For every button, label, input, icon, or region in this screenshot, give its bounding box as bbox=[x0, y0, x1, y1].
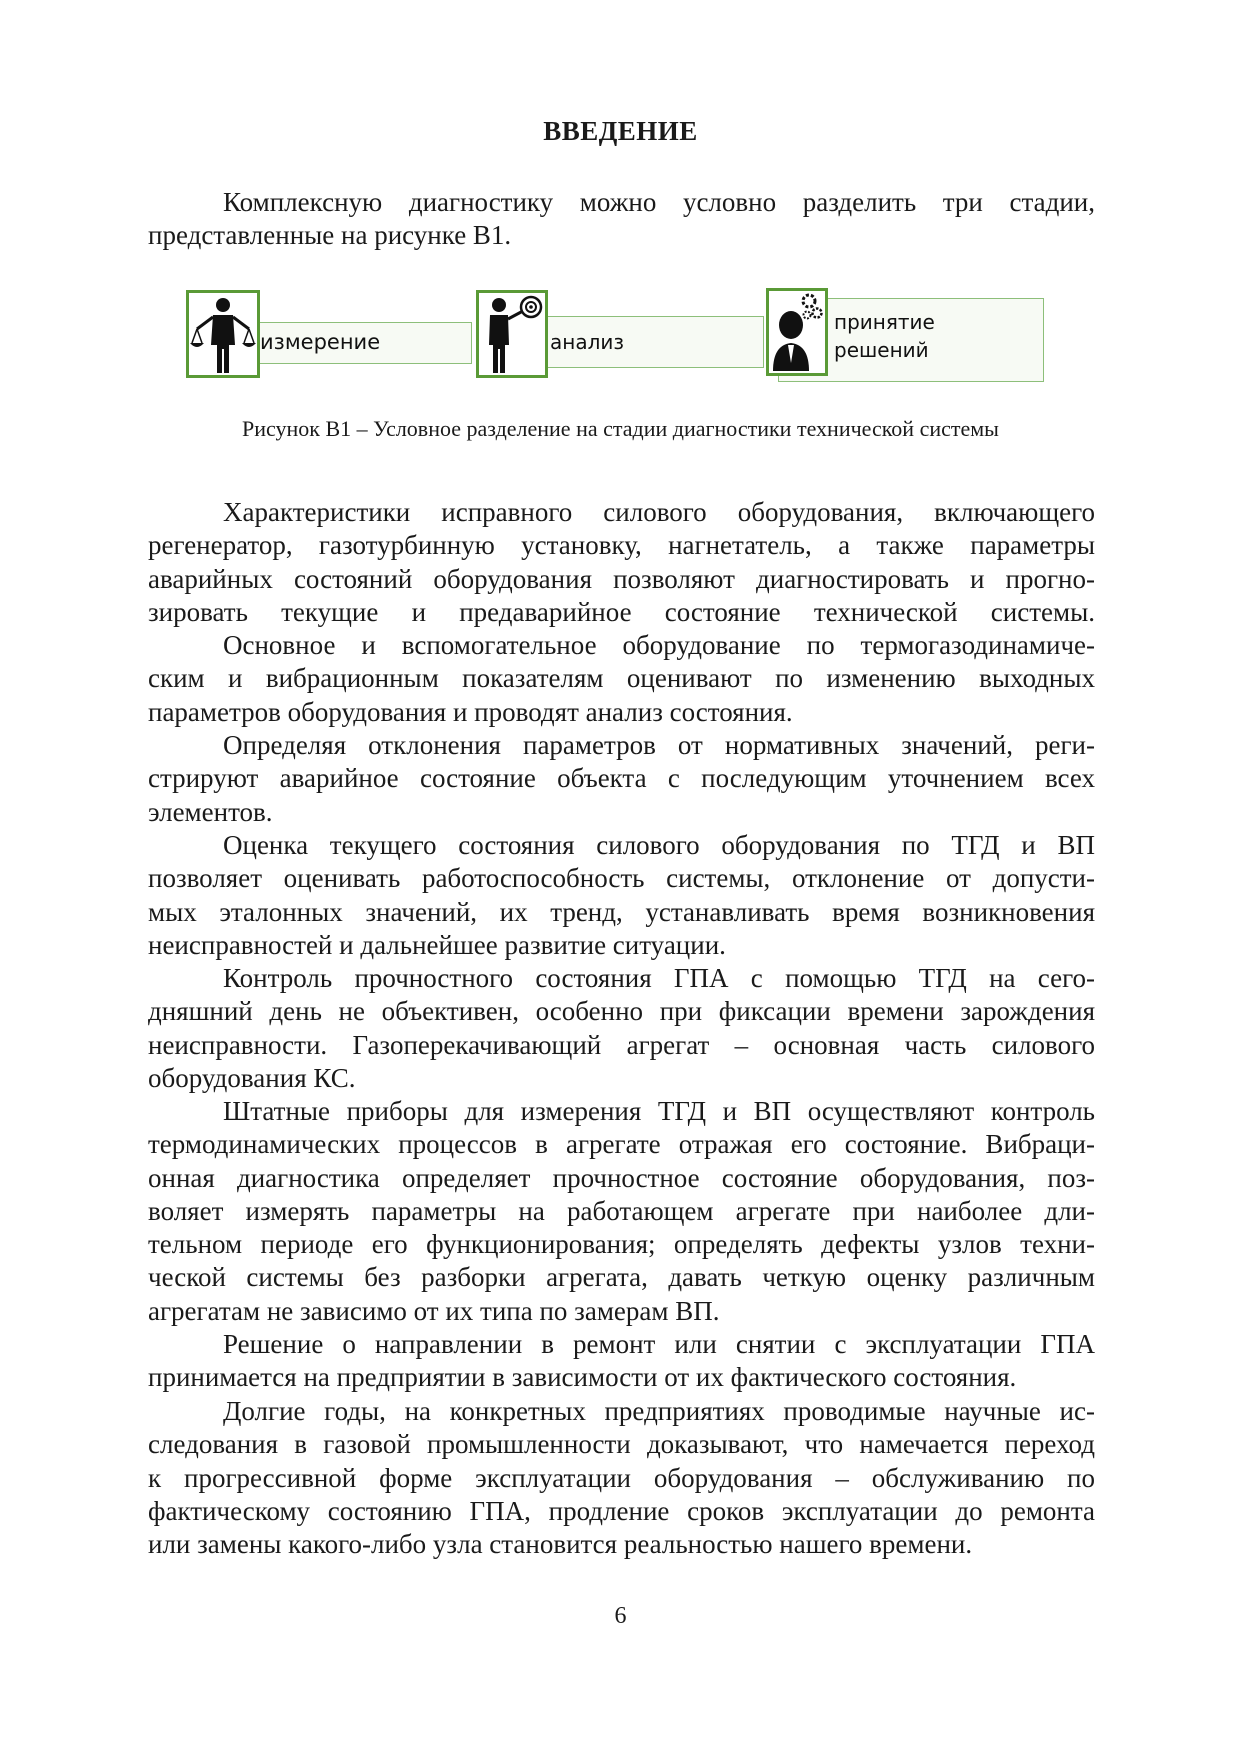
body-paragraph bbox=[148, 1328, 1095, 1395]
paragraph-line: агрегатам не зависимо от их типа по замерам ВП. bbox=[148, 1295, 720, 1326]
justice-scales-person-icon bbox=[189, 293, 257, 375]
paragraph-line: Контроль прочностного состояния ГПА с помощью ТГД на сего- bbox=[223, 963, 1095, 993]
body-paragraph bbox=[148, 962, 1095, 1095]
paragraph-line: ским и вибрационным показателям оценивают по изменению выходных bbox=[148, 663, 1095, 694]
paragraph-line: тельном периоде его функционирования; определять дефекты узлов техни- bbox=[148, 1229, 1095, 1260]
paragraph-line: следования в газовой промышленности доказывают, что намечается переход bbox=[148, 1429, 1095, 1460]
paragraph-line: к прогрессивной форме эксплуатации оборудования – обслуживанию по bbox=[148, 1462, 1095, 1493]
thinking-person-gears-icon bbox=[769, 291, 825, 373]
paragraph-line: фактическому состоянию ГПА, продление сроков эксплуатации до ремонта bbox=[148, 1495, 1095, 1526]
stage-label-decision-line2: решений bbox=[834, 338, 929, 362]
paragraph-line: принимается на предприятии в зависимости от их фактического состояния. bbox=[148, 1362, 1017, 1393]
body-paragraph bbox=[148, 1095, 1095, 1328]
paragraph-line: дняшний день не объективен, особенно при фиксации времени зарождения bbox=[148, 996, 1095, 1027]
paragraph-line: онная диагностика определяет прочностное состояние оборудования, поз- bbox=[148, 1162, 1095, 1193]
stage-icon-frame bbox=[766, 288, 828, 376]
paragraph-line: Основное и вспомогательное оборудование по термогазодинамиче- bbox=[223, 630, 1095, 660]
figure-diagnostic-stages bbox=[186, 288, 1056, 388]
paragraph-line: Характеристики исправного силового оборудования, включающего bbox=[223, 497, 1095, 527]
paragraph-line: Решение о направлении в ремонт или снятии с эксплуатации ГПА bbox=[223, 1329, 1095, 1359]
intro-line: представленные на рисунке В1. bbox=[148, 220, 512, 251]
stage-label-measurement: измерение bbox=[260, 330, 381, 354]
paragraph-line: ческой системы без разборки агрегата, давать четкую оценку различным bbox=[148, 1262, 1095, 1293]
paragraph-line: стрируют аварийное состояние объекта с последующим уточнением всех bbox=[148, 763, 1095, 794]
page-title: ВВЕДЕНИЕ bbox=[543, 116, 698, 146]
paragraph-line: регенератор, газотурбинную установку, нагнетатель, а также параметры bbox=[148, 530, 1095, 561]
paragraph-line: оборудования КС. bbox=[148, 1062, 356, 1093]
body-paragraph bbox=[148, 829, 1095, 962]
stage-label-decision-line1: принятие bbox=[834, 310, 935, 334]
stage-label-analysis: анализ bbox=[550, 330, 625, 354]
paragraph-line: неисправностей и дальнейшее развитие ситуации. bbox=[148, 929, 726, 960]
stage-icon-frame bbox=[476, 290, 548, 378]
paragraph-line: термодинамических процессов в агрегате отражая его состояние. Вибраци- bbox=[148, 1129, 1095, 1160]
paragraph-line: Оценка текущего состояния силового оборудования по ТГД и ВП bbox=[223, 830, 1095, 860]
target-presenter-icon bbox=[479, 293, 545, 375]
paragraph-line: неисправности. Газоперекачивающий агрегат – основная часть силового bbox=[148, 1029, 1095, 1060]
body-paragraph bbox=[148, 729, 1095, 829]
paragraph-line: Штатные приборы для измерения ТГД и ВП осуществляют контроль bbox=[223, 1096, 1095, 1126]
paragraph-line: элементов. bbox=[148, 796, 273, 827]
body-paragraph bbox=[148, 1395, 1095, 1561]
paragraph-line: параметров оборудования и проводят анализ состояния. bbox=[148, 696, 793, 727]
body-paragraph bbox=[148, 496, 1095, 629]
paragraph-line: позволяет оценивать работоспособность системы, отклонение от допусти- bbox=[148, 863, 1095, 894]
paragraph-line: Долгие годы, на конкретных предприятиях проводимые научные ис- bbox=[223, 1396, 1095, 1426]
paragraph-line: Определяя отклонения параметров от нормативных значений, реги- bbox=[223, 730, 1095, 760]
body-paragraph bbox=[148, 629, 1095, 729]
stage-icon-frame bbox=[186, 290, 260, 378]
intro-line: Комплексную диагностику можно условно разделить три стадии, bbox=[223, 187, 1095, 217]
paragraph-line: воляет измерять параметры на работающем агрегате при наиболее дли- bbox=[148, 1195, 1095, 1226]
paragraph-line: зировать текущие и предаварийное состояние технической системы. bbox=[148, 596, 1095, 627]
intro-paragraph bbox=[148, 186, 1095, 253]
figure-caption: Рисунок В1 – Условное разделение на стадии диагностики технической системы bbox=[242, 416, 999, 441]
page-number: 6 bbox=[614, 1603, 627, 1629]
paragraph-line: мых эталонных значений, их тренд, устанавливать время возникновения bbox=[148, 896, 1095, 927]
paragraph-line: аварийных состояний оборудования позволяют диагностировать и прогно- bbox=[148, 563, 1095, 594]
paragraph-line: или замены какого-либо узла становится реальностью нашего времени. bbox=[148, 1529, 973, 1560]
